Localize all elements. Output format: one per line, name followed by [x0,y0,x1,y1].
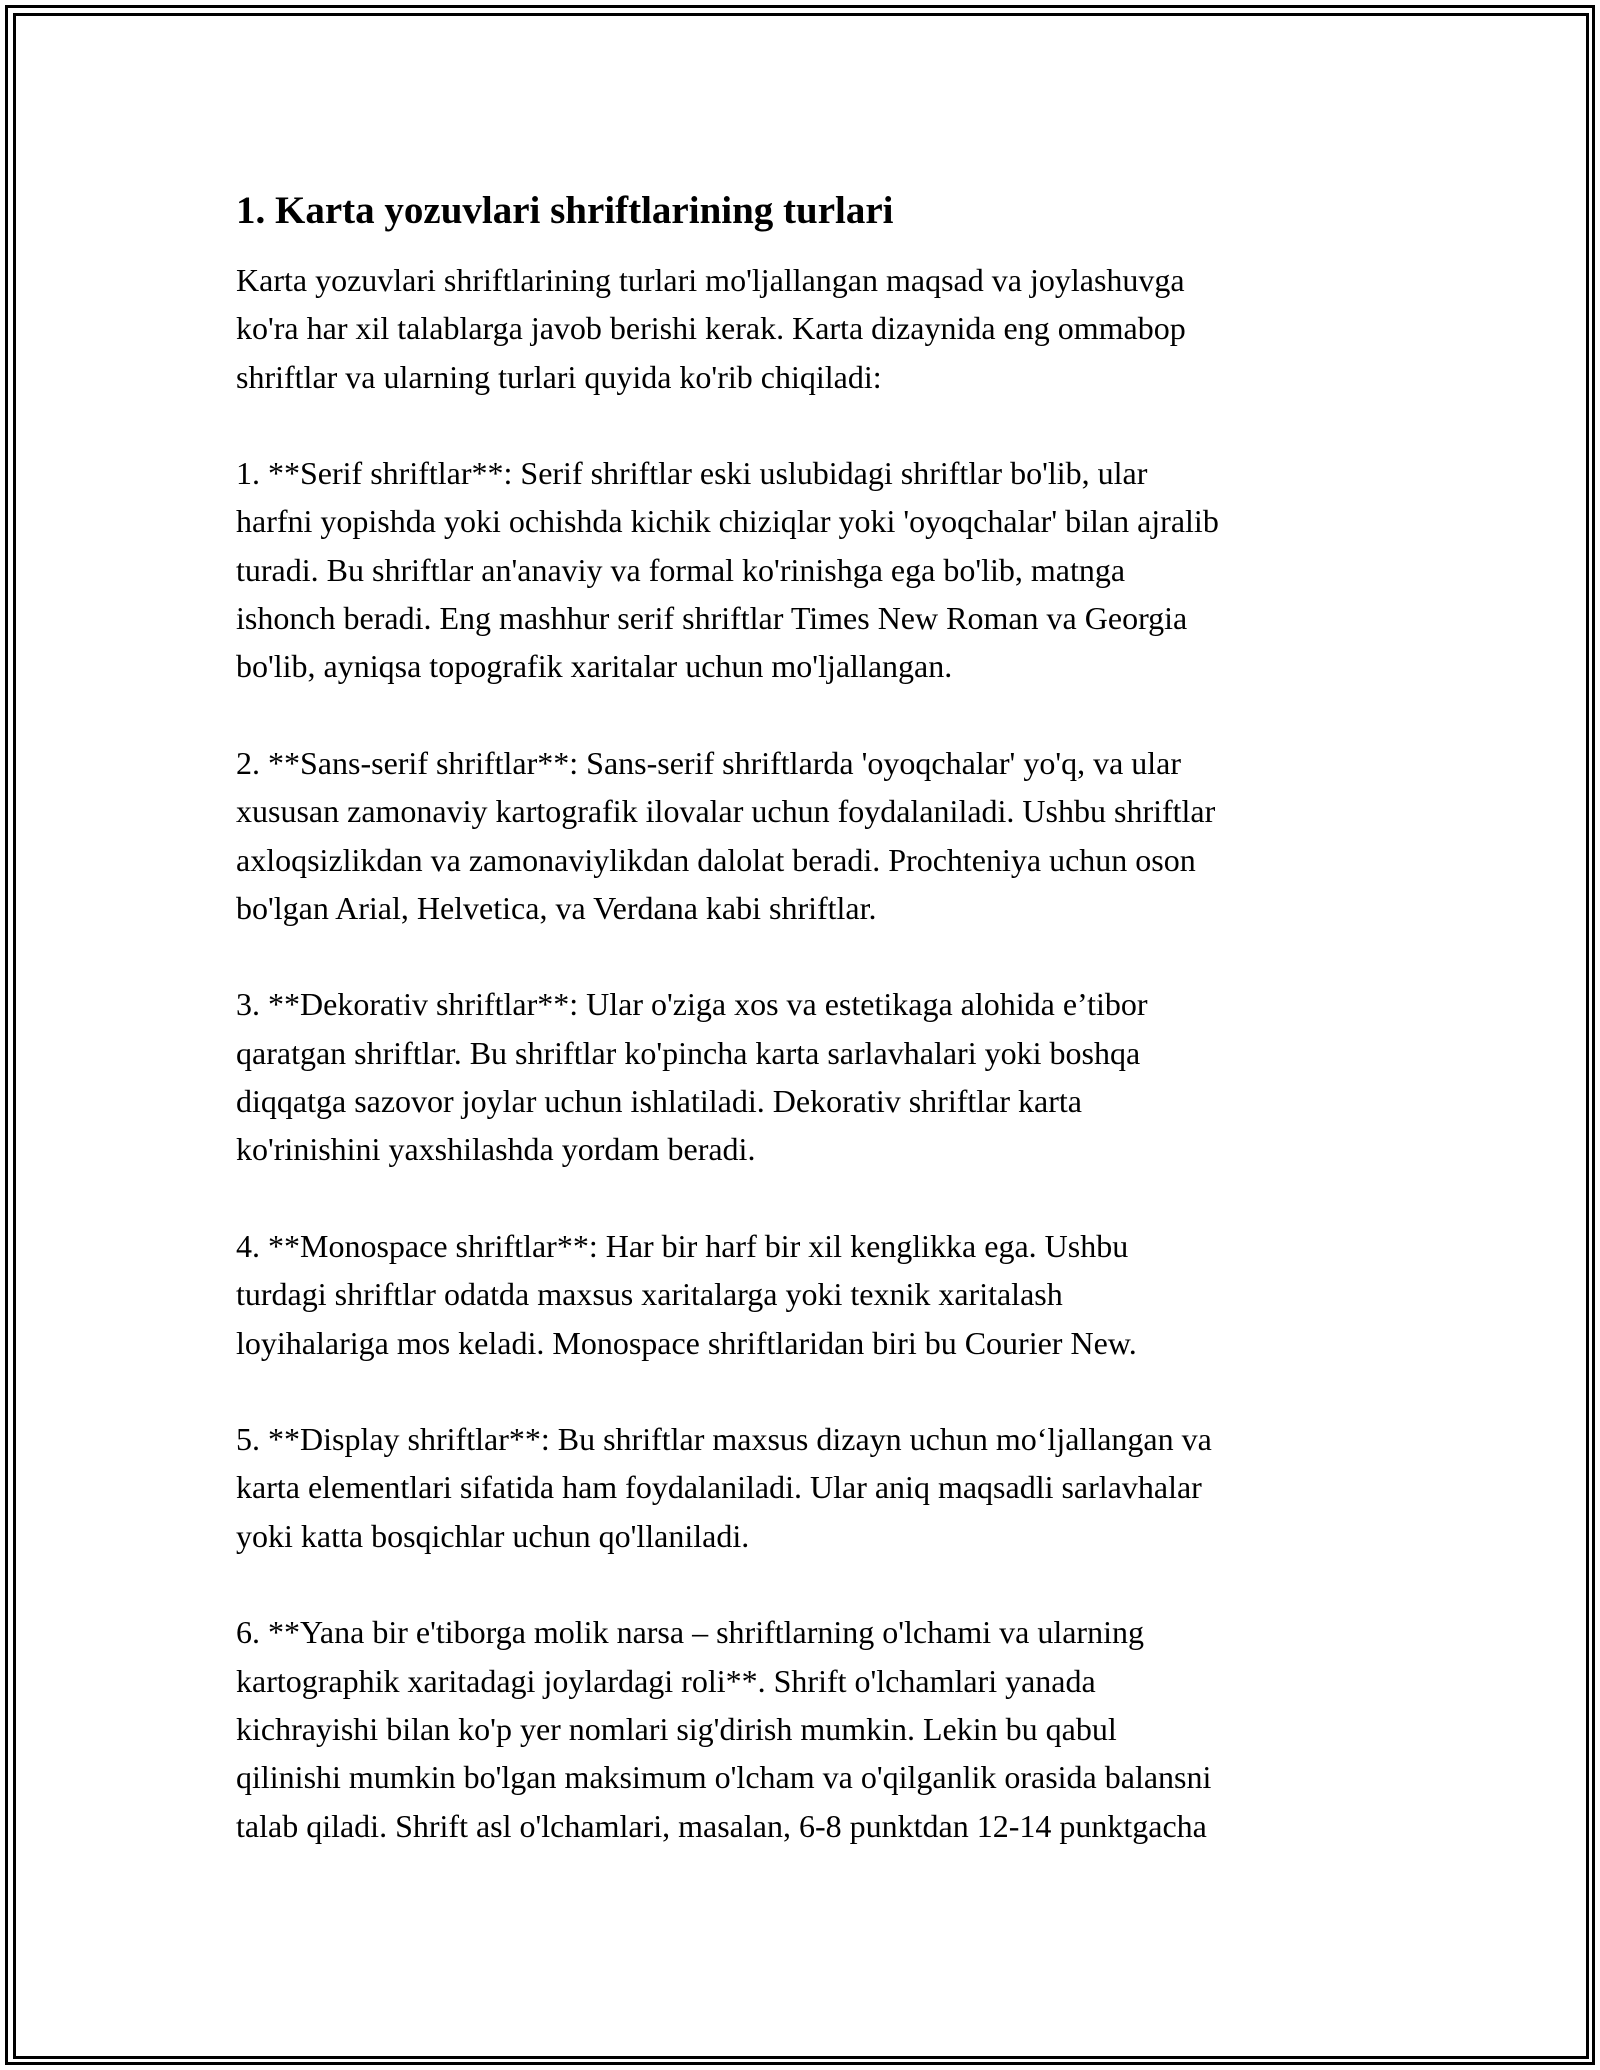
text-line: 6. **Yana bir e'tiborga molik narsa – shriftlarning o'lchami va ularning [236,1614,1144,1651]
text-line: 3. **Dekorativ shriftlar**: Ular o'ziga xos va estetikaga alohida e’tibor [236,986,1148,1023]
list-item-decorative [236,980,1386,1173]
text-line: karta elementlari sifatida ham foydalaniladi. Ular aniq maqsadli sarlavhalar [236,1469,1202,1506]
list-item-serif [236,449,1386,690]
text-line: 2. **Sans-serif shriftlar**: Sans-serif shriftlarda 'oyoqchalar' yo'q, va ular [236,744,1182,781]
text-line: kichrayishi bilan ko'p yer nomlari sig'dirish mumkin. Lekin bu qabul [236,1710,1117,1747]
text-line: ishonch beradi. Eng mashhur serif shriftlar Times New Roman va Georgia [236,600,1188,637]
section-heading: 1. Karta yozuvlari shriftlarining turlari [236,189,894,232]
text-line: turdagi shriftlar odatda maxsus xaritalarga yoki texnik xaritalash [236,1276,1063,1313]
text-line: 5. **Display shriftlar**: Bu shriftlar maxsus dizayn uchun mo‘ljallangan va [236,1421,1212,1458]
document-body [236,186,1386,1898]
text-line: Karta yozuvlari shriftlarining turlari mo'ljallangan maqsad va joylashuvga [236,262,1185,298]
text-line: diqqatga sazovor joylar uchun ishlatiladi. Dekorativ shriftlar karta [236,1083,1082,1120]
text-line: kartographik xaritadagi joylardagi roli**. Shrift o'lchamlari yanada [236,1662,1096,1699]
text-line: ko'rinishini yaxshilashda yordam beradi. [236,1131,756,1168]
list-item-monospace [236,1222,1386,1367]
text-line: xususan zamonaviy kartografik ilovalar uchun foydalaniladi. Ushbu shriftlar [236,793,1216,830]
text-line: bo'lgan Arial, Helvetica, va Verdana kabi shriftlar. [236,889,877,926]
text-line: talab qiladi. Shrift asl o'lchamlari, masalan, 6-8 punktdan 12-14 punktgacha [236,1807,1207,1844]
text-line: 1. **Serif shriftlar**: Serif shriftlar eski uslubidagi shriftlar bo'lib, ular [236,455,1148,492]
text-line: bo'lib, ayniqsa topografik xaritalar uchun mo'ljallangan. [236,648,953,685]
text-line: qaratgan shriftlar. Bu shriftlar ko'pincha karta sarlavhalari yoki boshqa [236,1034,1141,1071]
text-line: turadi. Bu shriftlar an'anaviy va formal ko'rinishga ega bo'lib, matnga [236,551,1126,588]
text-line: harfni yopishda yoki ochishda kichik chiziqlar yoki 'oyoqchalar' bilan ajralib [236,503,1219,540]
text-line: 4. **Monospace shriftlar**: Har bir harf bir xil kenglikka ega. Ushbu [236,1227,1129,1264]
text-line: yoki katta bosqichlar uchun qo'llaniladi. [236,1517,750,1554]
text-line: axloqsizlikdan va zamonaviylikdan dalolat beradi. Prochteniya uchun oson [236,841,1196,878]
intro-paragraph [236,256,1386,401]
text-line: qilinishi mumkin bo'lgan maksimum o'lcham va o'qilganlik orasida balansni [236,1759,1212,1796]
text-line: shriftlar va ularning turlari quyida ko'rib chiqiladi: [236,358,882,395]
text-line: ko'ra har xil talablarga javob berishi kerak. Karta dizaynida eng ommabop [236,310,1186,347]
text-line: loyihalariga mos keladi. Monospace shriftlaridan biri bu Courier New. [236,1324,1137,1361]
list-item-font-size [236,1608,1386,1849]
list-item-sans-serif [236,739,1386,932]
list-item-display [236,1415,1386,1560]
